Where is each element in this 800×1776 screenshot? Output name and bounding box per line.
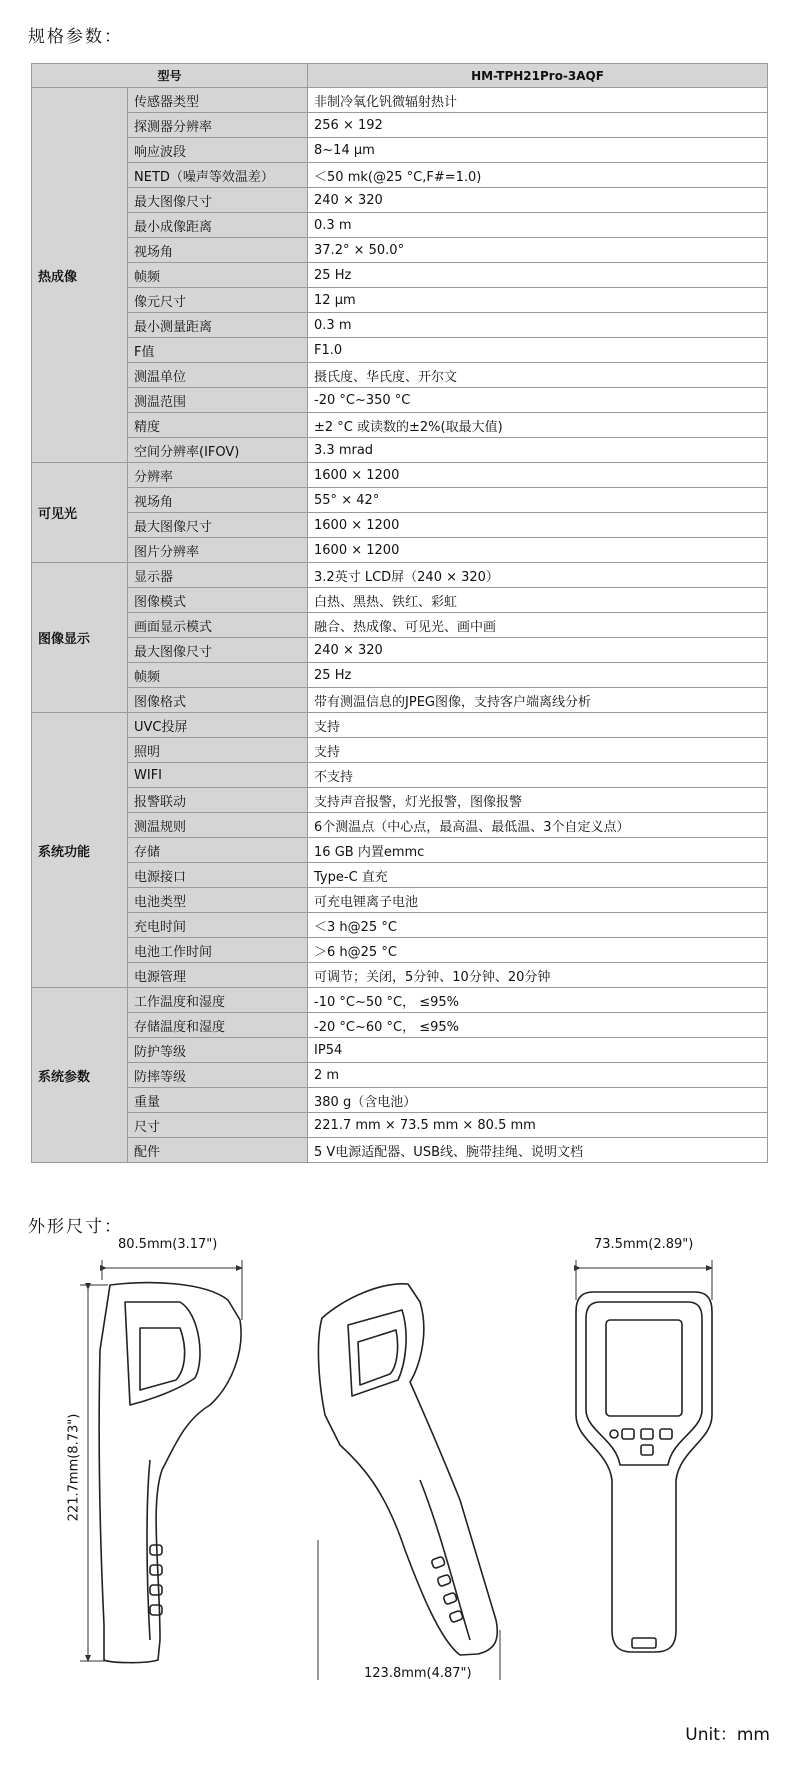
parameter-value: 380 g（含电池）: [308, 1088, 768, 1113]
parameter-name: F值: [128, 338, 308, 363]
parameter-name: 电源管理: [128, 963, 308, 988]
parameter-name: NETD（噪声等效温差）: [128, 163, 308, 188]
spec-row: [32, 663, 768, 688]
model-label: 型号: [32, 64, 308, 88]
parameter-name: 测温范围: [128, 388, 308, 413]
parameter-value: -10 °C~50 °C， ≤95%: [308, 988, 768, 1013]
parameter-value: 摄氏度、华氏度、开尔文: [308, 363, 768, 388]
model-value: HM-TPH21Pro-3AQF: [308, 64, 768, 88]
parameter-name: 图像模式: [128, 588, 308, 613]
side-width-label: 80.5mm(3.17"): [118, 1237, 218, 1252]
spec-row: [32, 988, 768, 1013]
parameter-value: 非制冷氧化钒微辐射热计: [308, 88, 768, 113]
spec-row: [32, 1063, 768, 1088]
spec-row: [32, 688, 768, 713]
front-width-label: 73.5mm(2.89"): [594, 1237, 694, 1252]
spec-row: [32, 513, 768, 538]
category-cell: 系统功能: [32, 713, 128, 988]
parameter-name: 重量: [128, 1088, 308, 1113]
parameter-value: IP54: [308, 1038, 768, 1063]
parameter-name: 充电时间: [128, 913, 308, 938]
spec-row: [32, 738, 768, 763]
front-view-drawing: [576, 1292, 712, 1652]
spec-row: [32, 613, 768, 638]
unit-label: Unit：mm: [685, 1725, 770, 1745]
parameter-name: 最大图像尺寸: [128, 188, 308, 213]
parameter-name: 最大图像尺寸: [128, 638, 308, 663]
parameter-value: ＞6 h@25 °C: [308, 938, 768, 963]
parameter-value: 16 GB 内置emmc: [308, 838, 768, 863]
parameter-value: -20 °C~60 °C， ≤95%: [308, 1013, 768, 1038]
spec-row: [32, 188, 768, 213]
spec-row: [32, 638, 768, 663]
parameter-value: 12 μm: [308, 288, 768, 313]
spec-row: [32, 363, 768, 388]
spec-row: [32, 713, 768, 738]
parameter-value: 55° × 42°: [308, 488, 768, 513]
parameter-value: 3.2英寸 LCD屏（240 × 320）: [308, 563, 768, 588]
parameter-value: 25 Hz: [308, 663, 768, 688]
parameter-name: 视场角: [128, 488, 308, 513]
parameter-name: 最小成像距离: [128, 213, 308, 238]
parameter-value: 240 × 320: [308, 638, 768, 663]
spec-row: [32, 1088, 768, 1113]
parameter-name: 工作温度和湿度: [128, 988, 308, 1013]
parameter-name: WIFI: [128, 763, 308, 788]
dimension-drawings: [0, 1240, 800, 1680]
parameter-value: ±2 °C 或读数的±2%(取最大值): [308, 413, 768, 438]
parameter-value: 8~14 μm: [308, 138, 768, 163]
parameter-name: 防摔等级: [128, 1063, 308, 1088]
parameter-name: 尺寸: [128, 1113, 308, 1138]
spec-row: [32, 138, 768, 163]
spec-row: [32, 413, 768, 438]
spec-row: [32, 463, 768, 488]
parameter-value: 支持声音报警，灯光报警，图像报警: [308, 788, 768, 813]
parameter-name: 防护等级: [128, 1038, 308, 1063]
spec-row: [32, 113, 768, 138]
table-header-row: [32, 64, 768, 88]
parameter-value: 白热、黑热、铁红、彩虹: [308, 588, 768, 613]
dimensions-title: 外形尺寸：: [28, 1217, 123, 1237]
parameter-name: 存储: [128, 838, 308, 863]
spec-row: [32, 213, 768, 238]
parameter-value: Type-C 直充: [308, 863, 768, 888]
parameter-value: 5 V电源适配器、USB线、腕带挂绳、说明文档: [308, 1138, 768, 1163]
category-cell: 图像显示: [32, 563, 128, 713]
spec-row: [32, 488, 768, 513]
parameter-name: 测温规则: [128, 813, 308, 838]
parameter-name: 存储温度和湿度: [128, 1013, 308, 1038]
parameter-name: 报警联动: [128, 788, 308, 813]
parameter-value: 221.7 mm × 73.5 mm × 80.5 mm: [308, 1113, 768, 1138]
parameter-value: 0.3 m: [308, 213, 768, 238]
parameter-name: 电源接口: [128, 863, 308, 888]
parameter-name: 图像格式: [128, 688, 308, 713]
spec-row: [32, 563, 768, 588]
length-label: 123.8mm(4.87"): [364, 1666, 472, 1681]
parameter-value: 融合、热成像、可见光、画中画: [308, 613, 768, 638]
spec-row: [32, 1013, 768, 1038]
spec-row: [32, 813, 768, 838]
parameter-value: 1600 × 1200: [308, 463, 768, 488]
spec-row: [32, 1138, 768, 1163]
parameter-name: 最小测量距离: [128, 313, 308, 338]
spec-row: [32, 313, 768, 338]
parameter-name: 空间分辨率(IFOV): [128, 438, 308, 463]
parameter-name: UVC投屏: [128, 713, 308, 738]
spec-row: [32, 788, 768, 813]
parameter-name: 传感器类型: [128, 88, 308, 113]
parameter-name: 分辨率: [128, 463, 308, 488]
parameter-name: 响应波段: [128, 138, 308, 163]
spec-row: [32, 863, 768, 888]
category-cell: 可见光: [32, 463, 128, 563]
parameter-name: 测温单位: [128, 363, 308, 388]
parameter-name: 显示器: [128, 563, 308, 588]
parameter-value: 25 Hz: [308, 263, 768, 288]
parameter-name: 帧频: [128, 663, 308, 688]
spec-row: [32, 238, 768, 263]
spec-row: [32, 438, 768, 463]
spec-row: [32, 388, 768, 413]
spec-row: [32, 588, 768, 613]
parameter-value: 可充电锂离子电池: [308, 888, 768, 913]
parameter-name: 画面显示模式: [128, 613, 308, 638]
parameter-name: 帧频: [128, 263, 308, 288]
parameter-name: 电池工作时间: [128, 938, 308, 963]
spec-row: [32, 88, 768, 113]
spec-row: [32, 538, 768, 563]
height-label: 221.7mm(8.73"): [66, 1413, 82, 1522]
spec-row: [32, 263, 768, 288]
spec-row: [32, 338, 768, 363]
spec-row: [32, 963, 768, 988]
parameter-value: 240 × 320: [308, 188, 768, 213]
parameter-value: 256 × 192: [308, 113, 768, 138]
parameter-value: 37.2° × 50.0°: [308, 238, 768, 263]
parameter-value: 6个测温点（中心点，最高温、最低温、3个自定义点）: [308, 813, 768, 838]
parameter-name: 视场角: [128, 238, 308, 263]
iso-view-drawing: [318, 1284, 497, 1655]
spec-row: [32, 913, 768, 938]
parameter-name: 图片分辨率: [128, 538, 308, 563]
category-cell: 热成像: [32, 88, 128, 463]
parameter-name: 配件: [128, 1138, 308, 1163]
parameter-value: 支持: [308, 738, 768, 763]
parameter-name: 照明: [128, 738, 308, 763]
parameter-value: 支持: [308, 713, 768, 738]
parameter-value: 不支持: [308, 763, 768, 788]
parameter-name: 精度: [128, 413, 308, 438]
parameter-value: 3.3 mrad: [308, 438, 768, 463]
spec-row: [32, 1038, 768, 1063]
parameter-name: 探测器分辨率: [128, 113, 308, 138]
parameter-name: 像元尺寸: [128, 288, 308, 313]
parameter-value: F1.0: [308, 338, 768, 363]
parameter-value: 0.3 m: [308, 313, 768, 338]
parameter-name: 电池类型: [128, 888, 308, 913]
parameter-value: ＜3 h@25 °C: [308, 913, 768, 938]
spec-title: 规格参数：: [28, 27, 123, 47]
parameter-value: 可调节；关闭，5分钟、10分钟、20分钟: [308, 963, 768, 988]
parameter-value: 带有测温信息的JPEG图像，支持客户端离线分析: [308, 688, 768, 713]
parameter-value: 1600 × 1200: [308, 538, 768, 563]
side-view-drawing: [99, 1283, 241, 1663]
parameter-value: 1600 × 1200: [308, 513, 768, 538]
parameter-value: ＜50 mk(@25 °C,F#=1.0): [308, 163, 768, 188]
spec-row: [32, 288, 768, 313]
spec-row: [32, 888, 768, 913]
category-cell: 系统参数: [32, 988, 128, 1163]
spec-table: [31, 63, 768, 1163]
parameter-name: 最大图像尺寸: [128, 513, 308, 538]
spec-row: [32, 838, 768, 863]
parameter-value: -20 °C~350 °C: [308, 388, 768, 413]
spec-row: [32, 763, 768, 788]
spec-row: [32, 1113, 768, 1138]
spec-row: [32, 163, 768, 188]
spec-row: [32, 938, 768, 963]
parameter-value: 2 m: [308, 1063, 768, 1088]
